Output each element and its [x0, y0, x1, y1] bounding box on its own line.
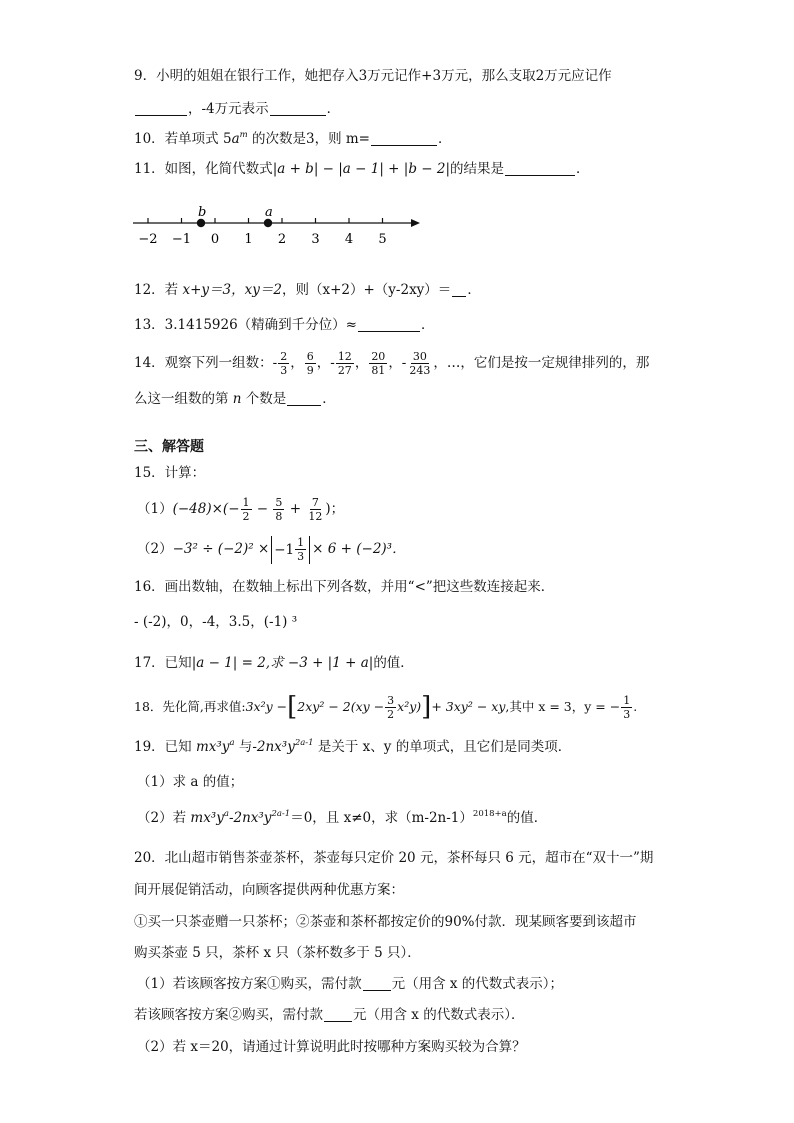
- answer-blank[interactable]: [358, 317, 420, 332]
- fraction: $\frac{3}{2}$: [387, 694, 395, 721]
- fraction: $\frac{2}{3}$: [280, 350, 288, 377]
- mixed-number: −1 $\frac{1}{3}$: [274, 536, 305, 563]
- question-16: 16．画出数轴，在数轴上标出下列各数，并用“<”把这些数连接起来．: [134, 579, 555, 595]
- point-a-dot: [264, 219, 272, 227]
- fraction: $\frac{1}{2}$: [242, 496, 250, 523]
- answer-blank[interactable]: [287, 391, 321, 406]
- question-18: 18．先化简,再求值:3x²y −[2xy² − 2(xy − $\frac{3}{2}$ x²y)]+ 3xy² − xy,其中 x = 3，y = − $\frac{1}{3}$ .: [134, 692, 638, 722]
- question-20-part-1: （1）若该顾客按方案①购买，需付款 元（用含 x 的代数式表示）；: [137, 976, 564, 992]
- question-20-line-4: 购买茶壶 5 只，茶杯 x 只（茶杯数多于 5 只）．: [134, 945, 421, 961]
- fraction: $\frac{7}{12}$: [308, 496, 323, 523]
- question-19-part-1: （1）求 a 的值；: [137, 774, 244, 790]
- fraction: $\frac{30}{243}$: [409, 350, 431, 377]
- absolute-bar: [271, 536, 272, 564]
- number-line-tick-label: −1: [171, 232, 192, 247]
- question-19-part-2: （2）若 $mx^3y^a-2nx^3y^{2a-1}=0$，且 x≠0，求$(m-2n-1)^{2018+a}$的值．: [137, 809, 548, 826]
- number-line-arrow: [411, 219, 420, 227]
- question-16-numbers: - (-2)，0，-4，3.5，(-1) ³: [134, 614, 298, 630]
- number-line-tick-label: 5: [378, 232, 387, 247]
- question-9: 9．小明的姐姐在银行工作，她把存入3万元记作+3万元，那么支取2万元应记作: [134, 68, 612, 84]
- fraction: $\frac{1}{3}$: [623, 694, 631, 721]
- answer-blank[interactable]: [371, 131, 437, 146]
- question-19: 19．已知 $mx^3y^a$ 与$-2nx^3y^{2a-1}$ 是关于 x、y 的单项式，且它们是同类项．: [134, 738, 572, 755]
- fraction-sequence: $\frac{2}{3}$ ， $\frac{6}{9}$ ，- $\frac{12}{27}$ ， $\frac{20}{81}$ ，- $\frac{30}{243}$: [280, 350, 431, 377]
- question-15-part-1: （1）(−48)×(− $\frac{1}{2}$ − $\frac{5}{8}$ + $\frac{7}{12}$ )；: [137, 496, 345, 523]
- question-14: 14．观察下列一组数：- $\frac{2}{3}$ ， $\frac{6}{9}$ ，- $\frac{12}{27}$ ， $\frac{20}{81}$ ，- $\frac{30}{243}$ ，…，它们是按一定规律排列的，那: [134, 350, 650, 377]
- answer-blank[interactable]: [505, 161, 575, 176]
- absolute-bar: [309, 536, 310, 564]
- number-line-figure: [128, 200, 428, 252]
- number-line-tick-label: 1: [244, 232, 253, 247]
- number-line-tick-label: 0: [210, 232, 220, 247]
- answer-blank[interactable]: [324, 1007, 352, 1022]
- point-b-dot: [197, 219, 205, 227]
- question-20-part-1b: 若该顾客按方案②购买，需付款 元（用含 x 的代数式表示）．: [134, 1007, 525, 1023]
- question-15-part-2: （2）−3² ÷ (−2)² × −1 $\frac{1}{3}$ × 6 + (−2)³．: [137, 536, 406, 563]
- answer-blank[interactable]: [135, 101, 187, 116]
- question-17: 17．已知|a − 1| = 2,求 −3 + |1 + a|的值．: [134, 655, 414, 671]
- point-b-label: b: [198, 205, 207, 220]
- question-12: 12．若 x+y＝3，xy＝2，则（x+2）+（y-2xy）＝ ．: [134, 282, 481, 298]
- number-line-tick-label: −2: [138, 232, 158, 247]
- question-20-part-2: （2）若 x＝20，请通过计算说明此时按哪种方案购买较为合算？: [137, 1039, 526, 1055]
- point-a-label: a: [265, 205, 273, 220]
- fraction: $\frac{12}{27}$: [337, 350, 352, 377]
- answer-blank[interactable]: [363, 976, 391, 991]
- section-title: 三、解答题: [134, 439, 204, 455]
- answer-blank[interactable]: [452, 282, 466, 297]
- question-14-line-2: 么这一组数的第 n 个数是 ．: [134, 391, 336, 407]
- fraction: $\frac{5}{8}$: [275, 496, 283, 523]
- number-line-tick-label: 4: [344, 232, 354, 247]
- answer-blank[interactable]: [270, 101, 326, 116]
- question-10: 10．若单项式 $5a^m$ 的次数是3，则 m= ．: [134, 130, 452, 147]
- question-20: 20．北山超市销售茶壶茶杯，茶壶每只定价 20 元，茶杯每只 6 元，超市在“双十一”期: [134, 850, 654, 866]
- question-15: 15．计算：: [134, 465, 206, 481]
- number-line-tick-label: 2: [277, 232, 287, 247]
- number-line-tick-label: 3: [311, 232, 320, 247]
- fraction: $\frac{6}{9}$: [306, 350, 314, 377]
- fraction: $\frac{20}{81}$: [371, 350, 386, 377]
- question-20-line-3: ①买一只茶壶赠一只茶杯；②茶壶和茶杯都按定价的90%付款．现某顾客要到该超市: [134, 914, 637, 930]
- question-20-line-2: 间开展促销活动，向顾客提供两种优惠方案：: [134, 882, 404, 898]
- question-13: 13．3.1415926（精确到千分位）≈ ．: [134, 317, 435, 333]
- question-9-answer-line: ，-4万元表示 ．: [134, 99, 340, 119]
- question-11: 11．如图，化简代数式|a + b| − |a − 1| + |b − 2|的结果是 ．: [134, 161, 590, 177]
